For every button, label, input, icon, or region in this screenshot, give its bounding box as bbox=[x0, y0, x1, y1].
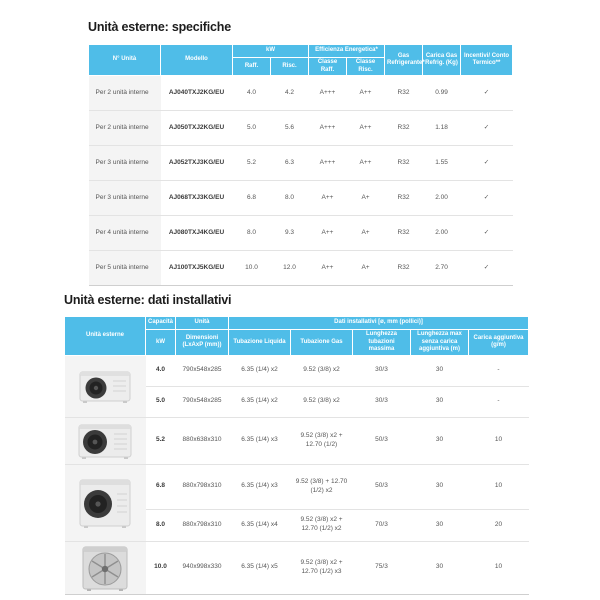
spec-classe-risc-cell: A+ bbox=[347, 216, 385, 251]
install-agg-cell: - bbox=[469, 386, 529, 417]
spec-classe-raff-cell: A++ bbox=[309, 216, 347, 251]
spec-incentivi-checkmark: ✓ bbox=[461, 216, 513, 251]
install-gas-cell: 9.52 (3/8) + 12.70 (1/2) x2 bbox=[291, 464, 353, 509]
spec-classe-raff-cell: A++ bbox=[309, 181, 347, 216]
install-senza-cell: 30 bbox=[411, 464, 469, 509]
install-agg-cell: 10 bbox=[469, 464, 529, 509]
spec-kw-risc-cell: 6.3 bbox=[271, 146, 309, 181]
install-dims-cell: 790x548x285 bbox=[176, 386, 229, 417]
install-senza-cell: 30 bbox=[411, 355, 469, 386]
spec-classe-risc-cell: A++ bbox=[347, 111, 385, 146]
install-capacity-cell: 6.8 bbox=[146, 464, 176, 509]
install-liq-cell: 6.35 (1/4) x4 bbox=[229, 509, 291, 541]
install-senza-cell: 30 bbox=[411, 417, 469, 464]
install-agg-cell: 10 bbox=[469, 417, 529, 464]
install-lungh-cell: 75/3 bbox=[353, 541, 411, 594]
install-senza-cell: 30 bbox=[411, 386, 469, 417]
spec-gas-cell: R32 bbox=[385, 76, 423, 111]
install-lungh-cell: 30/3 bbox=[353, 355, 411, 386]
spec-kw-risc-cell: 4.2 bbox=[271, 76, 309, 111]
outdoor-unit-image-xlarge bbox=[65, 541, 146, 594]
spec-col-model-header: Modello bbox=[161, 45, 233, 76]
spec-classe-raff-cell: A+++ bbox=[309, 76, 347, 111]
install-senza-cell: 30 bbox=[411, 509, 469, 541]
spec-group-eff-header: Efficienza Energetica* bbox=[309, 45, 385, 58]
spec-units-cell: Per 3 unità interne bbox=[89, 146, 161, 181]
spec-model-cell: AJ100TXJ5KG/EU bbox=[161, 251, 233, 286]
spec-table-row bbox=[89, 251, 513, 286]
install-lungh-cell: 50/3 bbox=[353, 464, 411, 509]
install-table-row bbox=[65, 355, 529, 386]
install-agg-cell: - bbox=[469, 355, 529, 386]
spec-classe-risc-cell: A++ bbox=[347, 146, 385, 181]
install-dims-cell: 880x798x310 bbox=[176, 509, 229, 541]
spec-classe-risc-cell: A++ bbox=[347, 76, 385, 111]
spec-classe-raff-cell: A+++ bbox=[309, 146, 347, 181]
spec-carica-cell: 1.18 bbox=[423, 111, 461, 146]
outdoor-unit-image-small bbox=[65, 355, 146, 417]
spec-incentivi-checkmark: ✓ bbox=[461, 181, 513, 216]
spec-classe-risc-cell: A+ bbox=[347, 251, 385, 286]
install-table bbox=[64, 316, 529, 595]
install-capacity-cell: 10.0 bbox=[146, 541, 176, 594]
install-liq-cell: 6.35 (1/4) x2 bbox=[229, 386, 291, 417]
spec-classe-raff-cell: A++ bbox=[309, 251, 347, 286]
install-senza-cell: 30 bbox=[411, 541, 469, 594]
install-gas-cell: 9.52 (3/8) x2 bbox=[291, 386, 353, 417]
install-sub-kw-header: kW bbox=[146, 330, 176, 356]
spec-col-gas-header: Gas Refrigerante* bbox=[385, 45, 423, 76]
install-table-row bbox=[65, 417, 529, 464]
spec-kw-raff-cell: 6.8 bbox=[233, 181, 271, 216]
spec-kw-raff-cell: 8.0 bbox=[233, 216, 271, 251]
install-dims-cell: 940x998x330 bbox=[176, 541, 229, 594]
install-liq-cell: 6.35 (1/4) x3 bbox=[229, 464, 291, 509]
spec-kw-risc-cell: 8.0 bbox=[271, 181, 309, 216]
install-liq-cell: 6.35 (1/4) x2 bbox=[229, 355, 291, 386]
spec-units-cell: Per 2 unità interne bbox=[89, 76, 161, 111]
spec-carica-cell: 2.00 bbox=[423, 216, 461, 251]
spec-section-title: Unità esterne: specifiche bbox=[88, 20, 231, 34]
spec-col-carica-header: Carica Gas Refrig. (Kg) bbox=[423, 45, 461, 76]
install-liq-cell: 6.35 (1/4) x5 bbox=[229, 541, 291, 594]
spec-kw-risc-cell: 9.3 bbox=[271, 216, 309, 251]
outdoor-unit-image-large bbox=[65, 464, 146, 541]
install-liq-cell: 6.35 (1/4) x3 bbox=[229, 417, 291, 464]
install-table-row bbox=[65, 464, 529, 509]
install-dims-cell: 880x798x310 bbox=[176, 464, 229, 509]
install-gas-cell: 9.52 (3/8) x2 + 12.70 (1/2) x2 bbox=[291, 509, 353, 541]
spec-model-cell: AJ080TXJ4KG/EU bbox=[161, 216, 233, 251]
spec-incentivi-checkmark: ✓ bbox=[461, 76, 513, 111]
spec-table-row bbox=[89, 111, 513, 146]
spec-gas-cell: R32 bbox=[385, 181, 423, 216]
install-dims-cell: 790x548x285 bbox=[176, 355, 229, 386]
install-capacity-cell: 4.0 bbox=[146, 355, 176, 386]
install-agg-cell: 10 bbox=[469, 541, 529, 594]
spec-kw-raff-cell: 5.2 bbox=[233, 146, 271, 181]
spec-table-row bbox=[89, 181, 513, 216]
install-capacity-cell: 5.0 bbox=[146, 386, 176, 417]
spec-table-row bbox=[89, 146, 513, 181]
install-sub-liq-header: Tubazione Liquida bbox=[229, 330, 291, 356]
spec-model-cell: AJ052TXJ3KG/EU bbox=[161, 146, 233, 181]
spec-gas-cell: R32 bbox=[385, 251, 423, 286]
spec-kw-raff-cell: 10.0 bbox=[233, 251, 271, 286]
spec-units-cell: Per 2 unità interne bbox=[89, 111, 161, 146]
install-gas-cell: 9.52 (3/8) x2 bbox=[291, 355, 353, 386]
install-sub-lungh-senza-header: Lunghezza max senza carica aggiuntiva (m) bbox=[411, 330, 469, 356]
spec-kw-risc-cell: 12.0 bbox=[271, 251, 309, 286]
install-lungh-cell: 70/3 bbox=[353, 509, 411, 541]
spec-sub-classe-raff-header: Classe Raff. bbox=[309, 58, 347, 76]
spec-units-cell: Per 4 unità interne bbox=[89, 216, 161, 251]
spec-sub-classe-risc-header: Classe Risc. bbox=[347, 58, 385, 76]
install-gas-cell: 9.52 (3/8) x2 + 12.70 (1/2) x3 bbox=[291, 541, 353, 594]
install-group-dati-header: Dati installativi [ø, mm (pollici)] bbox=[229, 317, 529, 330]
install-gas-cell: 9.52 (3/8) x2 + 12.70 (1/2) bbox=[291, 417, 353, 464]
install-table-row bbox=[65, 541, 529, 594]
spec-gas-cell: R32 bbox=[385, 216, 423, 251]
spec-model-cell: AJ068TXJ3KG/EU bbox=[161, 181, 233, 216]
spec-carica-cell: 0.99 bbox=[423, 76, 461, 111]
spec-carica-cell: 1.55 bbox=[423, 146, 461, 181]
install-capacity-cell: 8.0 bbox=[146, 509, 176, 541]
spec-sub-risc-header: Risc. bbox=[271, 58, 309, 76]
spec-model-cell: AJ050TXJ2KG/EU bbox=[161, 111, 233, 146]
spec-kw-raff-cell: 5.0 bbox=[233, 111, 271, 146]
spec-carica-cell: 2.00 bbox=[423, 181, 461, 216]
spec-kw-raff-cell: 4.0 bbox=[233, 76, 271, 111]
install-lungh-cell: 50/3 bbox=[353, 417, 411, 464]
install-col-unit-header: Unità esterne bbox=[65, 317, 146, 356]
spec-incentivi-checkmark: ✓ bbox=[461, 146, 513, 181]
install-group-cap-header: Capacità bbox=[146, 317, 176, 330]
install-lungh-cell: 30/3 bbox=[353, 386, 411, 417]
spec-gas-cell: R32 bbox=[385, 111, 423, 146]
install-capacity-cell: 5.2 bbox=[146, 417, 176, 464]
spec-col-units-header: N° Unità bbox=[89, 45, 161, 76]
spec-kw-risc-cell: 5.6 bbox=[271, 111, 309, 146]
spec-incentivi-checkmark: ✓ bbox=[461, 251, 513, 286]
spec-model-cell: AJ040TXJ2KG/EU bbox=[161, 76, 233, 111]
install-agg-cell: 20 bbox=[469, 509, 529, 541]
spec-group-kw-header: kW bbox=[233, 45, 309, 58]
install-section-title: Unità esterne: dati installativi bbox=[64, 293, 232, 307]
install-sub-dims-header: Dimensioni (LxAxP (mm)) bbox=[176, 330, 229, 356]
install-dims-cell: 880x638x310 bbox=[176, 417, 229, 464]
spec-col-incentivi-header: Incentivi/ Conto Termico** bbox=[461, 45, 513, 76]
spec-table bbox=[88, 44, 513, 286]
spec-classe-risc-cell: A+ bbox=[347, 181, 385, 216]
outdoor-unit-image-medium bbox=[65, 417, 146, 464]
spec-carica-cell: 2.70 bbox=[423, 251, 461, 286]
spec-table-row bbox=[89, 76, 513, 111]
install-sub-gas-header: Tubazione Gas bbox=[291, 330, 353, 356]
install-sub-lungh-max-header: Lunghezza tubazioni massima bbox=[353, 330, 411, 356]
spec-units-cell: Per 5 unità interne bbox=[89, 251, 161, 286]
spec-sub-raff-header: Raff. bbox=[233, 58, 271, 76]
spec-gas-cell: R32 bbox=[385, 146, 423, 181]
install-sub-carica-agg-header: Carica aggiuntiva (g/m) bbox=[469, 330, 529, 356]
spec-classe-raff-cell: A+++ bbox=[309, 111, 347, 146]
spec-units-cell: Per 3 unità interne bbox=[89, 181, 161, 216]
install-group-unita-header: Unità bbox=[176, 317, 229, 330]
spec-table-row bbox=[89, 216, 513, 251]
spec-incentivi-checkmark: ✓ bbox=[461, 111, 513, 146]
